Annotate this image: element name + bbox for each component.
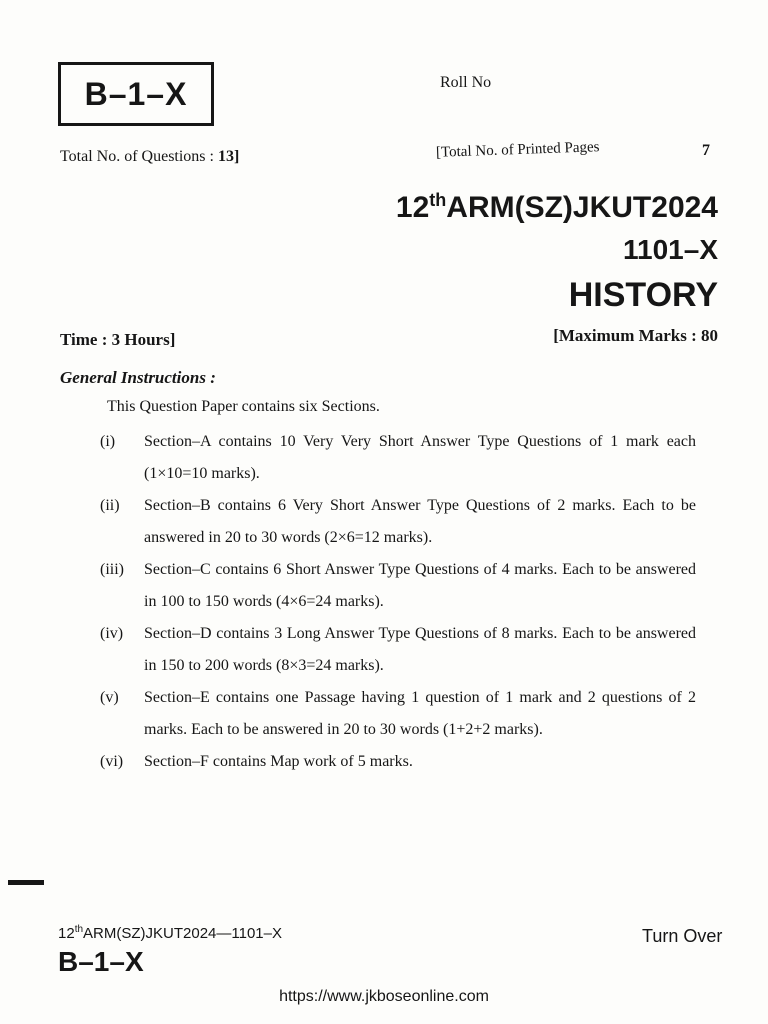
- footer-paper-code: B–1–X: [58, 946, 144, 977]
- paper-title-block: [396, 180, 718, 318]
- footer-code-prefix: 12: [58, 925, 75, 942]
- item-text: Section–B contains 6 Very Short Answer Type Questions of 2 marks. Each to be answered in 20 to 30 words (2×6=12 marks).: [144, 497, 696, 546]
- instructions-list: [100, 426, 696, 778]
- item-text: Section–F contains Map work of 5 marks.: [144, 753, 413, 770]
- paper-code-box: [58, 62, 214, 126]
- item-number: (v): [100, 689, 119, 706]
- instructions-intro: This Question Paper contains six Sections.: [107, 398, 380, 415]
- list-item: [100, 682, 696, 746]
- item-text: Section–D contains 3 Long Answer Type Questions of 8 marks. Each to be answered in 150 to 200 words (8×3=24 marks).: [144, 625, 696, 674]
- item-text: Section–A contains 10 Very Very Short Answer Type Questions of 1 mark each (1×10=10 marks).: [144, 433, 696, 482]
- total-questions-value: 13]: [217, 148, 240, 165]
- list-item: [100, 618, 696, 682]
- footer-code-sup: th: [74, 924, 84, 935]
- instructions-heading: General Instructions :: [60, 368, 216, 387]
- list-item: [100, 554, 696, 618]
- item-number: (vi): [100, 753, 124, 770]
- footer-code-rest: ARM(SZ)JKUT2024—1101–X: [83, 925, 282, 942]
- paper-number: 1101–X: [623, 234, 718, 265]
- item-number: (ii): [100, 497, 120, 514]
- margin-mark: [8, 880, 44, 885]
- total-pages-value: 7: [702, 142, 710, 159]
- paper-code: B–1–X: [84, 75, 188, 112]
- subject-title: HISTORY: [568, 276, 718, 314]
- footer-exam-code: [58, 924, 282, 942]
- exam-title: [396, 180, 718, 228]
- roll-number-label: Roll No: [440, 74, 492, 91]
- list-item: [100, 746, 696, 778]
- turn-over-label: Turn Over: [642, 926, 723, 946]
- maximum-marks: [Maximum Marks : 80: [553, 326, 718, 345]
- total-questions-label: Total No. of Questions :: [60, 148, 218, 165]
- source-url: https://www.jkboseonline.com: [279, 988, 489, 1005]
- item-number: (iii): [100, 561, 124, 578]
- item-text: Section–E contains one Passage having 1 question of 1 mark and 2 questions of 2 marks. Each to be answered in 20 to 30 words (1+2+2 marks).: [144, 689, 696, 738]
- total-questions: [60, 148, 239, 166]
- item-number: (i): [100, 433, 116, 450]
- item-number: (iv): [100, 625, 124, 642]
- total-pages-label: [Total No. of Printed Pages: [435, 139, 600, 161]
- exam-title-sup: th: [429, 190, 447, 210]
- exam-title-rest: ARM(SZ)JKUT2024: [446, 191, 718, 224]
- item-text: Section–C contains 6 Short Answer Type Questions of 4 marks. Each to be answered in 100 to 150 words (4×6=24 marks).: [144, 561, 696, 610]
- exam-title-prefix: 12: [395, 191, 430, 224]
- list-item: [100, 490, 696, 554]
- time-allowed: Time : 3 Hours]: [60, 330, 176, 349]
- list-item: [100, 426, 696, 490]
